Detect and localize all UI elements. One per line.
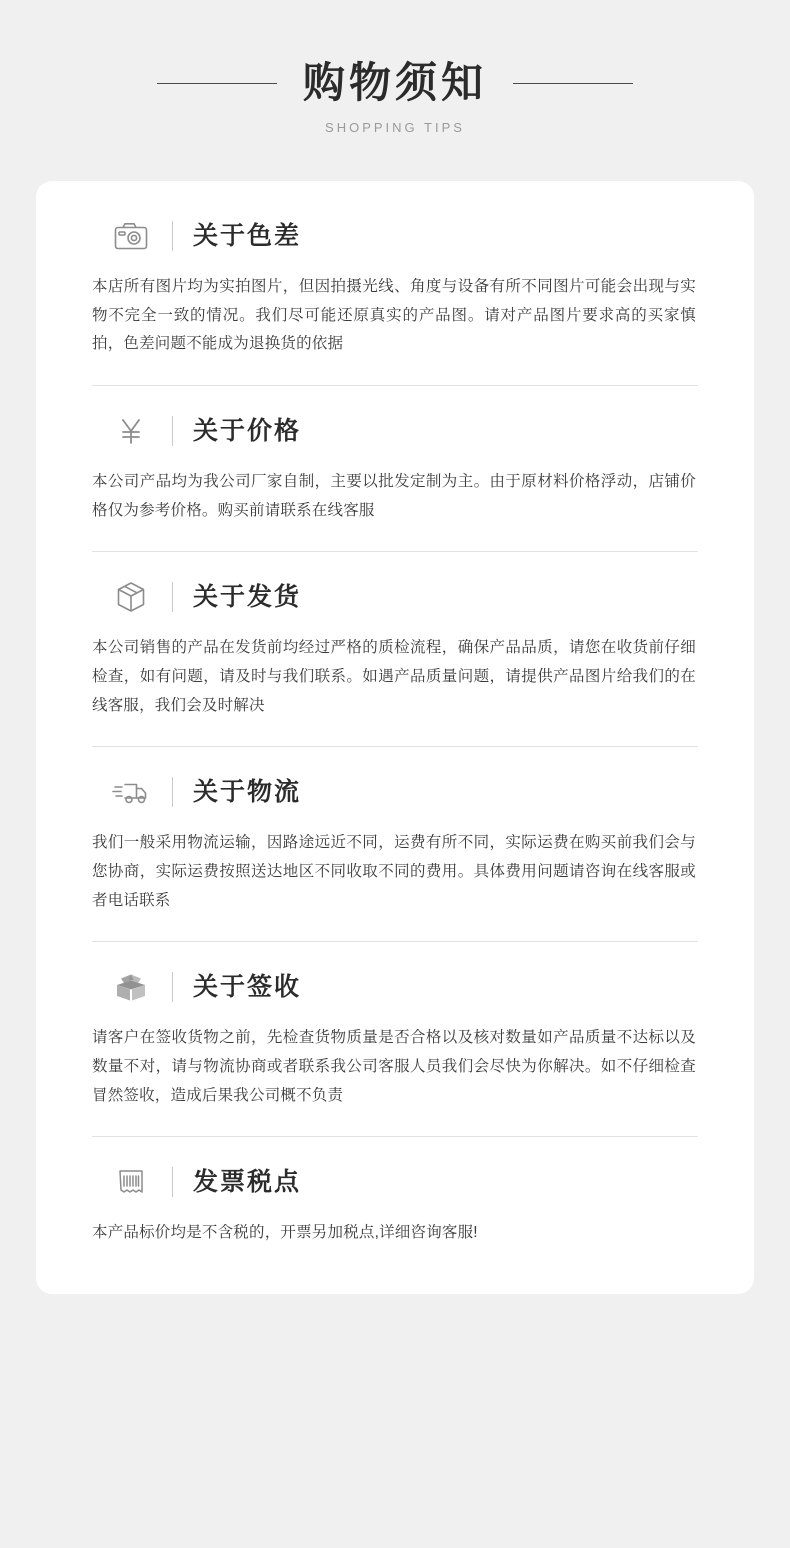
package-box-icon (108, 576, 154, 618)
section-header (92, 410, 698, 452)
section-divider-vertical (172, 972, 173, 1002)
delivery-truck-icon (108, 771, 154, 813)
section-price (36, 410, 754, 525)
page-header (0, 0, 790, 135)
section-title: 发票税点 (193, 1167, 302, 1196)
page-subtitle: SHOPPING TIPS (325, 120, 465, 135)
section-separator (92, 551, 698, 552)
section-separator (92, 385, 698, 386)
section-logistics (36, 771, 754, 915)
section-body: 本公司销售的产品在发货前均经过严格的质检流程，确保产品品质，请您在收货前仔细检查，如有问题，请及时与我们联系。如遇产品质量问题，请提供产品图片给我们的在线客服，我们会及时解决 (92, 639, 696, 714)
tips-card (36, 181, 754, 1294)
section-header (92, 215, 698, 257)
section-title: 关于色差 (193, 221, 302, 250)
header-rule-right (513, 83, 633, 84)
section-shipping (36, 576, 754, 720)
section-title: 关于签收 (193, 972, 302, 1001)
section-title: 关于物流 (193, 777, 302, 806)
section-receiving (36, 966, 754, 1110)
section-header (92, 576, 698, 618)
section-separator (92, 941, 698, 942)
section-header (92, 966, 698, 1008)
invoice-receipt-icon (108, 1161, 154, 1203)
section-divider-vertical (172, 1167, 173, 1197)
section-divider-vertical (172, 416, 173, 446)
section-title: 关于发货 (193, 582, 302, 611)
section-body: 本店所有图片均为实拍图片，但因拍摄光线、角度与设备有所不同图片可能会出现与实物不完全一致的情况。我们尽可能还原真实的产品图。请对产品图片要求高的买家慎拍，色差问题不能成为退换货的依据 (92, 278, 696, 353)
header-rule-left (157, 83, 277, 84)
section-separator (92, 1136, 698, 1137)
yen-currency-icon (108, 410, 154, 452)
section-body: 我们一般采用物流运输，因路途远近不同，运费有所不同，实际运费在购买前我们会与您协商，实际运费按照送达地区不同收取不同的费用。具体费用问题请咨询在线客服或者电话联系 (92, 834, 696, 909)
camera-icon (108, 215, 154, 257)
section-divider-vertical (172, 777, 173, 807)
section-header (92, 771, 698, 813)
section-body: 本产品标价均是不含税的，开票另加税点,详细咨询客服! (92, 1224, 478, 1242)
section-body: 本公司产品均为我公司厂家自制，主要以批发定制为主。由于原材料价格浮动，店铺价格仅为参考价格。购买前请联系在线客服 (92, 473, 696, 519)
section-color-difference (36, 215, 754, 359)
section-header (92, 1161, 698, 1203)
section-divider-vertical (172, 221, 173, 251)
header-title-row (0, 59, 790, 106)
section-divider-vertical (172, 582, 173, 612)
section-separator (92, 746, 698, 747)
open-carton-icon (108, 966, 154, 1008)
section-invoice-tax (36, 1161, 754, 1248)
section-body: 请客户在签收货物之前，先检查货物质量是否合格以及核对数量如产品质量不达标以及数量不对，请与物流协商或者联系我公司客服人员我们会尽快为你解决。如不仔细检查冒然签收，造成后果我公司概不负责 (92, 1029, 696, 1104)
section-title: 关于价格 (193, 416, 302, 445)
page-title: 购物须知 (302, 59, 487, 106)
